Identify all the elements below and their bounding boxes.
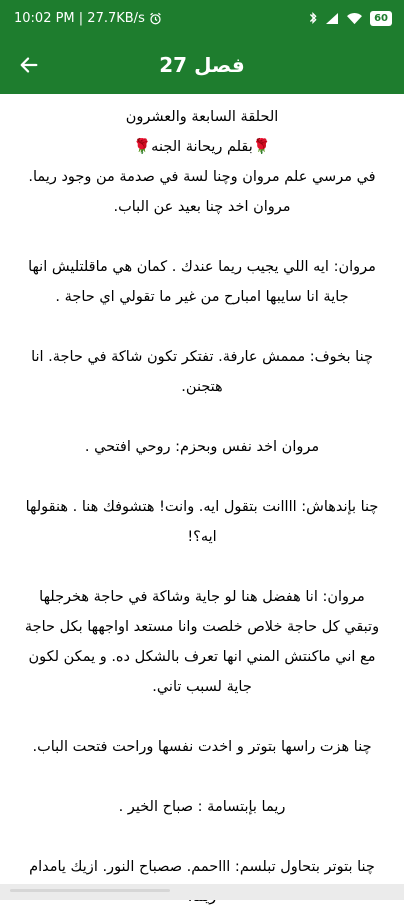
app-bar: [0, 36, 404, 94]
status-time-speed: 10:02 PM | 27.7KB/s: [14, 10, 145, 26]
bottom-bar: [0, 884, 404, 900]
story-paragraph: مروان: انا هفضل هنا لو جاية وشاكة في حاجة هخرجلها وتبقي كل حاجة خلاص خلصت وانا مستعد اواجهها بكل حاجة مع اني ماكنتش المني انها تعرف بالشكل ده. و يمكن لكون جاية لسبب تاني.: [24, 589, 380, 695]
story-paragraph: چنا بتوتر بتحاول تبلسم: اااحمم. صصباح النور. ازيك يامدام: [29, 859, 375, 875]
story-paragraph: چنا بإندهاش: اااانت بتقول ايه. وانت! هتشوفك هنا . هنقولها ايه؟!: [25, 499, 379, 545]
alarm-icon: [149, 12, 162, 25]
status-right: [308, 11, 392, 26]
story-paragraph: ريما بإبتسامة : صباح الخير .: [118, 799, 286, 815]
bluetooth-icon: [308, 11, 318, 25]
chapter-heading: الحلقة السابعة والعشرون: [125, 109, 279, 125]
battery-icon: [370, 11, 392, 26]
story-paragraph: مروان اخد نفس وبحزم: روحي افتحي .: [84, 439, 320, 455]
scroll-handle[interactable]: [10, 889, 170, 892]
story-paragraph: في مرسي علم مروان وچنا لسة في صدمة من وجود ريما. مروان اخد چنا بعيد عن الباب.: [28, 169, 376, 215]
story-paragraph: چنا بخوف: مممش عارفة. تفتكر تكون شاكة في حاجة. انا هتجنن.: [31, 349, 373, 395]
status-left: [14, 11, 162, 26]
status-bar: [0, 0, 404, 36]
chapter-content[interactable]: [0, 94, 404, 884]
page-title: فصل 27: [159, 53, 245, 77]
story-paragraph: چنا هزت راسها بتوتر و اخدت نفسها وراحت فتحت الباب.: [32, 739, 372, 755]
story-paragraph: مروان: ايه اللي يجيب ريما عندك . كمان هي ماقلتليش انها جاية انا سايبها امبارح من غير ما تقولي اي حاجة .: [28, 259, 376, 305]
author-line: 🌹بقلم ريحانة الجنه🌹: [133, 139, 271, 155]
battery-level: 60: [374, 12, 388, 24]
signal-icon: [325, 12, 339, 25]
wifi-icon: [346, 12, 363, 25]
